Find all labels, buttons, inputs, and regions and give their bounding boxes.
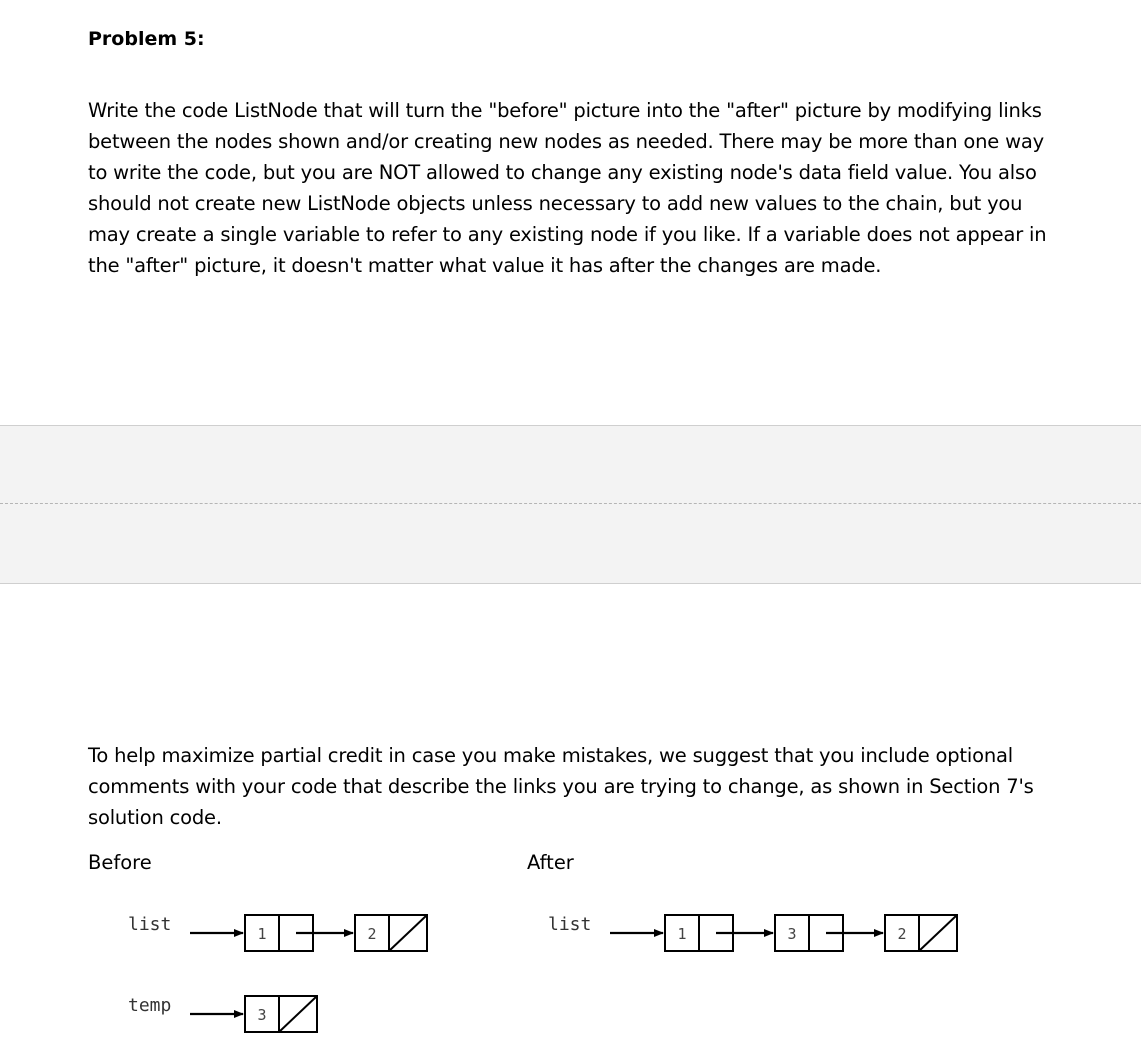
before-temp-variable: temp [128, 995, 172, 1016]
list-node [245, 996, 317, 1032]
node-value: 3 [257, 1006, 267, 1024]
before-list-chain [190, 915, 427, 951]
node-value: 1 [677, 925, 687, 943]
node-value: 1 [257, 925, 267, 943]
list-node [355, 915, 427, 951]
node-value: 2 [367, 925, 377, 943]
node-value: 3 [787, 925, 797, 943]
after-label: After [527, 851, 574, 874]
before-label: Before [88, 851, 152, 874]
before-temp-chain [190, 996, 317, 1032]
problem-instructions: Write the code ListNode that will turn the "before" picture into the "after" picture by modifying links between the nodes shown and/or creating new nodes as needed. There may be more than one way to write the code, but you are NOT allowed to change any existing node's data field value. You also should not create new ListNode objects unless necessary to add new values to the chain, but you may create a single variable to refer to any existing node if you like. If a variable does not appear in the "after" picture, it doesn't matter what value it has after the changes are made. [88, 99, 1047, 277]
before-list-variable: list [128, 914, 172, 935]
problem-title: Problem 5: [88, 28, 205, 50]
after-list-variable: list [548, 914, 592, 935]
list-node [885, 915, 957, 951]
partial-credit-hint: To help maximize partial credit in case you make mistakes, we suggest that you include optional comments with your code that describe the links you are trying to change, as shown in Section 7's solution code. [88, 744, 1034, 829]
after-list-chain [610, 915, 957, 951]
node-value: 2 [897, 925, 907, 943]
